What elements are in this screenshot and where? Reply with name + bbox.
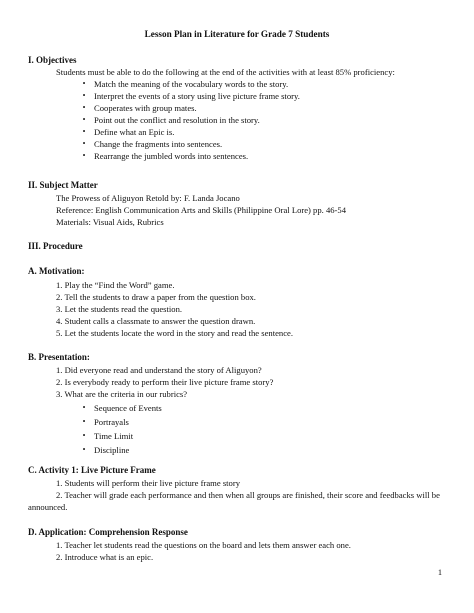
objective-item: Rearrange the jumbled words into sentences.	[94, 151, 249, 161]
motivation-item: 3. Let the students read the question.	[56, 304, 183, 314]
criteria-item: Sequence of Events	[94, 403, 162, 413]
presentation-item: 2. Is everybody ready to perform their live picture frame story?	[56, 377, 274, 387]
bullet-icon: •	[82, 79, 86, 88]
objective-item: Interpret the events of a story using live picture frame story.	[94, 91, 300, 101]
bullet-icon: •	[82, 103, 86, 112]
motivation-heading: A. Motivation:	[28, 266, 85, 276]
presentation-item: 3. What are the criteria in our rubrics?	[56, 389, 188, 399]
bullet-icon: •	[82, 151, 86, 160]
activity-item: 1. Students will perform their live picture frame story	[56, 478, 241, 488]
objective-item: Point out the conflict and resolution in the story.	[94, 115, 260, 125]
subject-matter-heading: II. Subject Matter	[28, 180, 98, 190]
presentation-item: 1. Did everyone read and understand the story of Aliguyon?	[56, 365, 262, 375]
motivation-item: 4. Student calls a classmate to answer the question drawn.	[56, 316, 256, 326]
objective-item: Match the meaning of the vocabulary words to the story.	[94, 79, 289, 89]
procedure-heading: III. Procedure	[28, 241, 83, 251]
bullet-icon: •	[82, 417, 86, 426]
objectives-heading: I. Objectives	[28, 55, 77, 65]
motivation-item: 2. Tell the students to draw a paper from the question box.	[56, 292, 256, 302]
motivation-item: 1. Play the “Find the Word” game.	[56, 280, 175, 290]
bullet-icon: •	[82, 445, 86, 454]
criteria-item: Portrayals	[94, 417, 129, 427]
activity-item: 2. Teacher will grade each performance and then when all groups are finished, their score and feedbacks will be announced.	[28, 490, 440, 512]
page-number: 1	[437, 568, 442, 577]
application-item: 2. Introduce what is an epic.	[56, 552, 154, 562]
objective-item: Define what an Epic is.	[94, 127, 175, 137]
motivation-item: 5. Let the students locate the word in the story and read the sentence.	[56, 328, 293, 338]
criteria-item: Discipline	[94, 445, 130, 455]
application-item: 1. Teacher let students read the questions on the board and lets them answer each one.	[56, 540, 351, 550]
bullet-icon: •	[82, 115, 86, 124]
bullet-icon: •	[82, 403, 86, 412]
subject-matter-line: Materials: Visual Aids, Rubrics	[56, 217, 164, 227]
objective-item: Change the fragments into sentences.	[94, 139, 223, 149]
bullet-icon: •	[82, 127, 86, 136]
objective-item: Cooperates with group mates.	[94, 103, 197, 113]
bullet-icon: •	[82, 91, 86, 100]
bullet-icon: •	[82, 139, 86, 148]
application-heading: D. Application: Comprehension Response	[28, 527, 188, 537]
activity-heading: C. Activity 1: Live Picture Frame	[28, 465, 156, 475]
criteria-item: Time Limit	[94, 431, 134, 441]
objectives-intro: Students must be able to do the following at the end of the activities with at least 85% proficiency:	[56, 67, 395, 77]
page-title: Lesson Plan in Literature for Grade 7 Students	[144, 29, 330, 39]
subject-matter-line: Reference: English Communication Arts and Skills (Philippine Oral Lore) pp. 46-54	[56, 205, 346, 215]
bullet-icon: •	[82, 431, 86, 440]
presentation-heading: B. Presentation:	[28, 352, 90, 362]
subject-matter-line: The Prowess of Aliguyon Retold by: F. Landa Jocano	[56, 193, 240, 203]
